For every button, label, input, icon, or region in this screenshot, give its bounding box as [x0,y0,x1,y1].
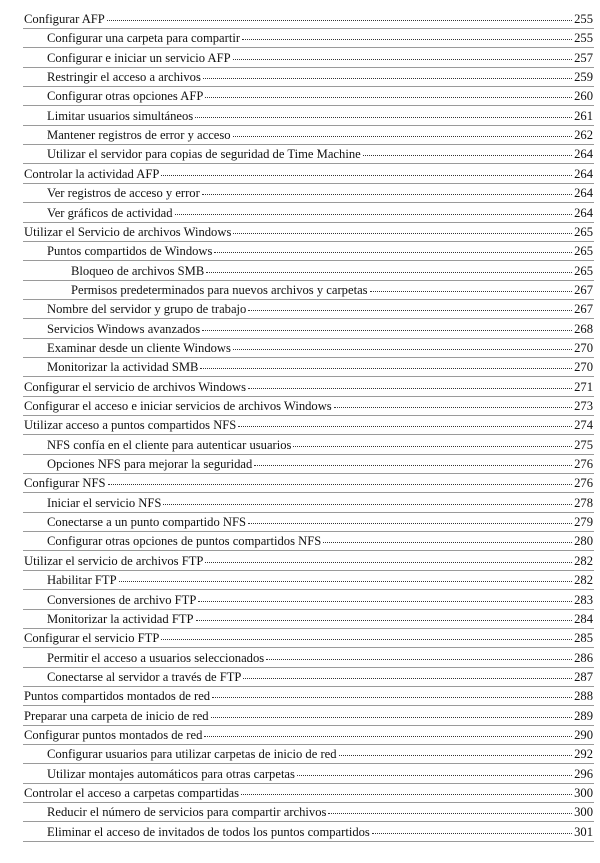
toc-entry-line [24,689,593,704]
toc-entry-title: Configurar el servicio FTP [24,631,160,646]
toc-entry-page: 287 [574,669,593,684]
toc-entry-line [47,805,593,820]
toc-entry-title: Utilizar el servicio de archivos FTP [24,553,204,568]
toc-entry-line [24,418,593,433]
toc-entry [0,318,600,339]
toc-entry-page: 275 [574,437,593,452]
toc-entry-title: Restringir el acceso a archivos [47,70,201,85]
toc-entry-line [24,12,593,27]
toc-entry-line [47,593,593,608]
toc-entry [0,105,600,126]
dot-leader [200,367,572,369]
dot-leader [203,77,572,79]
toc-entry-line [47,128,593,143]
toc-entry-page: 300 [574,786,593,800]
toc-entry-page: 264 [574,166,593,181]
dot-leader [214,251,572,253]
toc-entry-title: Configurar usuarios para utilizar carpetas de inicio de red [47,747,337,762]
dot-leader [323,541,572,543]
dot-leader [196,619,573,621]
toc-entry-line [24,728,593,743]
toc-entry-page: 280 [574,534,593,549]
dot-leader [241,793,572,795]
toc-entry-page: 289 [574,708,593,723]
toc-entry-title: Monitorizar la actividad FTP [47,611,194,626]
toc-entry-page: 264 [574,186,593,201]
toc-entry-line [24,476,593,491]
toc-entry-page: 290 [574,727,593,742]
dot-leader [119,580,572,582]
toc-entry-line [47,341,593,356]
toc-entry-page: 260 [574,89,593,104]
toc-entry-page: 255 [574,12,593,26]
toc-entry-line [71,283,593,298]
toc-entry [0,627,600,648]
toc-entry-page: 301 [574,824,593,839]
toc-entry-title: Reducir el número de servicios para compartir archivos [47,805,327,820]
toc-entry [0,182,600,203]
dot-leader [242,38,572,40]
toc-entry-title: Limitar usuarios simultáneos [47,108,194,123]
toc-entry-title: Configurar e iniciar un servicio AFP [47,50,231,65]
dot-leader [204,735,572,737]
toc-entry [0,685,600,706]
toc-entry-title: Configurar el acceso e iniciar servicios de archivos Windows [24,399,332,413]
toc-entry-page: 262 [574,128,593,143]
toc-entry-title: Conectarse al servidor a través de FTP [47,669,242,684]
toc-entry-title: Configurar el servicio de archivos Windows [24,379,247,394]
toc-entry-line [47,534,593,549]
toc-entry-line [24,380,593,395]
toc-entry-line [47,244,593,259]
toc-entry-title: Configurar una carpeta para compartir [47,31,241,46]
dot-leader [206,271,572,273]
toc-entry-page: 292 [574,747,593,762]
toc-entry-page: 265 [574,244,593,259]
toc-entry [0,492,600,513]
toc-entry-title: Puntos compartidos de Windows [47,244,213,259]
toc-entry-page: 274 [574,418,593,433]
toc-entry-title: Utilizar el servidor para copias de seguridad de Time Machine [47,147,361,162]
toc-entry [0,589,600,610]
toc-entry-title: Ver registros de acceso y error [47,186,200,201]
toc-entry [0,821,600,842]
toc-entry-title: Utilizar montajes automáticos para otras carpetas [47,766,295,781]
row-divider [23,841,594,842]
toc-entry [0,763,600,784]
toc-entry [0,743,600,764]
toc-entry-page: 270 [574,360,593,375]
dot-leader [266,658,572,660]
toc-entry-line [47,825,593,840]
toc-entry [0,472,600,493]
toc-entry-page: 268 [574,321,593,336]
dot-leader [297,774,572,776]
toc-entry [0,666,600,687]
toc-entry [0,240,600,261]
dot-leader [195,116,572,118]
toc-entry-title: Utilizar el Servicio de archivos Windows [24,224,232,239]
toc-entry [0,511,600,532]
toc-entry [0,163,600,184]
toc-entry-title: Examinar desde un cliente Windows [47,340,231,355]
toc-entry-title: Preparar una carpeta de inicio de red [24,708,209,723]
toc-entry-title: Configurar otras opciones AFP [47,89,204,104]
toc-entry-line [24,786,593,801]
dot-leader [175,213,573,215]
toc-entry [0,453,600,474]
toc-entry [0,414,600,435]
toc-entry [0,66,600,87]
dot-leader [233,135,573,137]
dot-leader [293,445,572,447]
toc-entry-line [47,515,593,530]
toc-entry-title: Controlar el acceso a carpetas compartidas [24,786,240,800]
toc-entry-page: 282 [574,573,593,588]
toc-entry-line [24,631,593,646]
dot-leader [198,600,572,602]
toc-entry-line [47,360,593,375]
toc-entry [0,569,600,590]
dot-leader [363,154,572,156]
toc-entry-title: Controlar la actividad AFP [24,166,160,181]
dot-leader [211,716,573,718]
toc-entry [0,376,600,397]
dot-leader [205,561,572,563]
toc-entry-title: Utilizar acceso a puntos compartidos NFS [24,418,237,433]
toc-entry [0,395,600,416]
dot-leader [161,638,572,640]
toc-entry-page: 271 [574,379,593,394]
toc-entry-page: 255 [574,31,593,46]
toc-entry-page: 259 [574,70,593,85]
toc-entry-line [47,109,593,124]
toc-entry [0,724,600,745]
toc-entry-line [24,167,593,182]
toc-entry-page: 284 [574,611,593,626]
toc-entry-line [47,612,593,627]
dot-leader [205,96,572,98]
toc-entry [0,608,600,629]
toc-entry [0,550,600,571]
toc-entry-line [47,747,593,762]
toc-entry-title: Opciones NFS para mejorar la seguridad [47,457,253,472]
toc-entry-line [47,457,593,472]
toc-entry [0,27,600,48]
toc-entry-page: 286 [574,650,593,665]
dot-leader [233,232,572,234]
toc-entry [0,202,600,223]
toc-entry-page: 270 [574,340,593,355]
toc-entry [0,530,600,551]
dot-leader [243,677,572,679]
toc-entry [0,647,600,668]
toc-entry [0,143,600,164]
dot-leader [161,174,572,176]
toc-entry [0,705,600,726]
dot-leader [233,348,572,350]
toc-entry-line [47,70,593,85]
toc-entry-title: Configurar NFS [24,476,106,491]
toc-entry-line [47,496,593,511]
dot-leader [370,290,573,292]
toc-entry-title: Bloqueo de archivos SMB [71,263,205,278]
toc-entry-line [47,51,593,66]
toc-entry-line [47,186,593,201]
toc-entry-line [47,670,593,685]
toc-entry [0,279,600,300]
toc-entry [0,782,600,803]
toc-entry-page: 276 [574,476,593,491]
toc-entry-line [24,399,593,414]
toc-entry [0,124,600,145]
toc-entry-title: Iniciar el servicio NFS [47,495,162,510]
toc-entry [0,260,600,281]
dot-leader [372,832,572,834]
toc-entry-page: 273 [574,399,593,413]
toc-entry [0,85,600,106]
toc-entry-page: 264 [574,205,593,220]
toc-entry-title: Mantener registros de error y acceso [47,128,231,143]
dot-leader [238,425,572,427]
dot-leader [248,309,572,311]
toc-entry-line [71,264,593,279]
toc-entry-title: Permitir el acceso a usuarios seleccionados [47,650,265,665]
toc-entry-title: Eliminar el acceso de invitados de todos los puntos compartidos [47,824,370,839]
toc-entry-page: 261 [574,108,593,123]
dot-leader [233,58,572,60]
toc-entry-line [24,225,593,240]
dot-leader [202,329,572,331]
toc-entry [0,356,600,377]
toc-entry-line [47,206,593,221]
toc-entry-title: Servicios Windows avanzados [47,321,201,336]
toc-entry-line [47,302,593,317]
toc-entry-line [47,651,593,666]
toc-entry-page: 265 [574,263,593,278]
toc-entry-line [24,554,593,569]
toc-entry-line [47,147,593,162]
toc-entry-title: Configurar otras opciones de puntos compartidos NFS [47,534,322,549]
toc-entry-line [24,709,593,724]
toc-entry-page: 296 [574,766,593,781]
dot-leader [328,812,572,814]
toc-entry-title: Permisos predeterminados para nuevos archivos y carpetas [71,282,368,297]
toc-entry-page: 265 [574,224,593,239]
toc-entry-page: 267 [574,282,593,297]
toc-entry-line [47,438,593,453]
dot-leader [248,387,572,389]
toc-entry-title: Nombre del servidor y grupo de trabajo [47,302,247,317]
toc-entry-title: Puntos compartidos montados de red [24,689,211,704]
toc-entry-page: 288 [574,689,593,704]
toc-entry-title: Ver gráficos de actividad [47,205,173,220]
toc-entry-page: 267 [574,302,593,317]
toc-entry-title: Habilitar FTP [47,573,117,588]
toc-entry [0,47,600,68]
toc-entry [0,434,600,455]
toc-entry-line [47,31,593,46]
dot-leader [163,503,572,505]
toc-entry-title: Monitorizar la actividad SMB [47,360,199,375]
toc-entry-line [47,322,593,337]
toc-entry [0,298,600,319]
toc-entry-page: 278 [574,495,593,510]
toc-entry [0,8,600,29]
dot-leader [254,464,572,466]
toc-entry-page: 283 [574,592,593,607]
toc-entry-title: Conectarse a un punto compartido NFS [47,515,247,530]
toc-entry-title: Configurar puntos montados de red [24,727,203,742]
toc-entry-title: Configurar AFP [24,12,105,26]
dot-leader [202,193,572,195]
toc-entry-line [47,573,593,588]
toc-entry [0,337,600,358]
toc-entry-page: 285 [574,631,593,646]
toc-entry-page: 282 [574,553,593,568]
toc-entry [0,221,600,242]
toc-entry-title: NFS confía en el cliente para autenticar usuarios [47,437,292,452]
toc-entry-page: 257 [574,50,593,65]
toc-entry-title: Conversiones de archivo FTP [47,592,197,607]
toc-entry-page: 279 [574,515,593,530]
toc-entry-page: 264 [574,147,593,162]
dot-leader [334,406,572,408]
dot-leader [339,754,573,756]
toc-entry [0,801,600,822]
toc-entry-line [47,89,593,104]
dot-leader [107,19,572,21]
toc-entry-page: 300 [574,805,593,820]
dot-leader [248,522,572,524]
toc-entry-line [47,767,593,782]
dot-leader [212,696,572,698]
toc-entry-page: 276 [574,457,593,472]
dot-leader [108,483,573,485]
